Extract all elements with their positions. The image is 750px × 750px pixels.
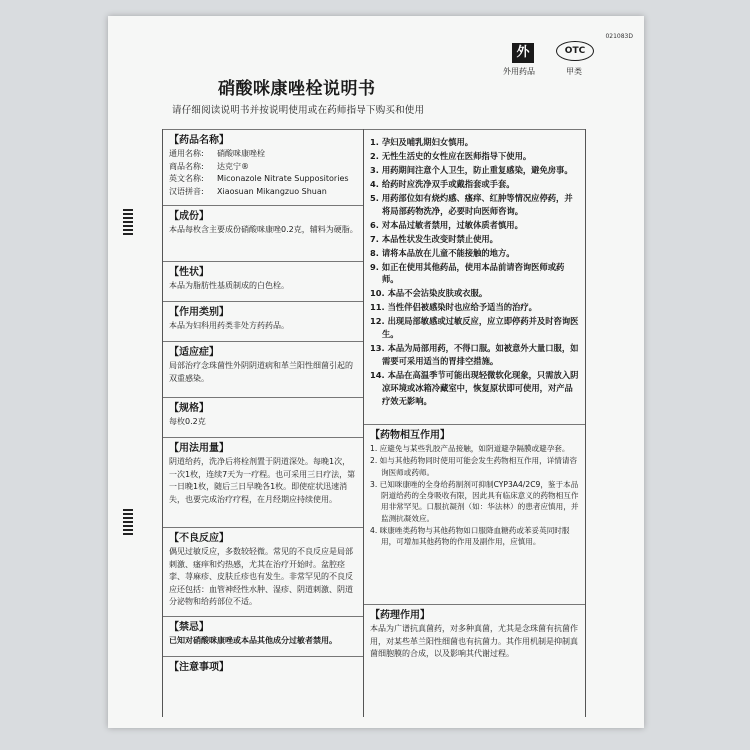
section-rule xyxy=(163,656,363,657)
list-item: 3. 已知咪康唑的全身给药制剂可抑制CYP3A4/2C9，鉴于本品阴道给药的全身吸收有限，因此具有临床意义的药物相互作用非常罕见。口服抗凝剂（如：华法林）的患者应慎用，并监测抗凝效应。 xyxy=(370,479,579,523)
external-use-mark: 外 xyxy=(512,43,534,63)
section-heading: 【药品名称】 xyxy=(169,135,229,146)
leaflet-title: 硝酸咪康唑栓说明书 xyxy=(218,79,376,99)
section-properties xyxy=(169,266,358,293)
section-drug-name xyxy=(169,134,358,198)
list-item: 10. 本品不会沾染皮肤或衣服。 xyxy=(370,288,488,299)
section-indications xyxy=(169,346,358,385)
row-key: 英文名称: xyxy=(169,174,204,183)
section-heading: 【药理作用】 xyxy=(370,610,430,621)
leaflet-sheet xyxy=(108,16,644,728)
section-heading: 【作用类别】 xyxy=(169,307,229,318)
otc-mark: OTC xyxy=(556,41,594,61)
list-item: 5. 用药部位如有烧灼感、瘙痒、红肿等情况应停药，并将局部药物洗净，必要时向医师咨询。 xyxy=(370,192,573,216)
column-top-rule xyxy=(364,129,585,130)
leaflet-subtitle: 请仔细阅读说明书并按说明使用或在药师指导下购买和使用 xyxy=(172,105,425,116)
section-heading: 【性状】 xyxy=(169,267,209,278)
section-rule xyxy=(163,616,363,617)
row-value: 达克宁® xyxy=(217,161,249,171)
section-body: 偶见过敏反应，多数较轻微。常见的不良反应是局部刺激、瘙痒和灼热感，尤其在治疗开始时。盆腔痉挛、荨麻疹、皮肤丘疹也有发生。非常罕见的不良反应还包括：血管神经性水肿、湿疹、阴道刺激、阴道分泌物和给药部位不适。 xyxy=(169,547,353,606)
section-heading: 【不良反应】 xyxy=(169,533,229,544)
section-rule xyxy=(163,205,363,206)
list-item: 11. 当性伴侣被感染时也应给予适当的治疗。 xyxy=(370,302,537,313)
print-code: 021083D xyxy=(605,33,633,40)
section-heading: 【禁忌】 xyxy=(169,622,209,633)
row-value: 硝酸咪康唑栓 xyxy=(217,149,265,158)
external-use-label: 外用药品 xyxy=(503,67,535,76)
section-rule xyxy=(163,261,363,262)
section-interactions xyxy=(370,429,580,549)
section-body: 已知对硝酸咪康唑或本品其他成分过敏者禁用。 xyxy=(169,636,337,645)
section-heading: 【用法用量】 xyxy=(169,443,229,454)
otc-class-label: 甲类 xyxy=(566,67,582,76)
section-body: 每枚0.2克 xyxy=(169,417,206,426)
section-body: 本品为广谱抗真菌药，对多种真菌，尤其是念珠菌有抗菌作用，对某些革兰阳性细菌也有抗菌力。其作用机制是抑制真菌细胞膜的合成，以及影响其代谢过程。 xyxy=(370,624,578,658)
section-rule xyxy=(163,527,363,528)
section-heading: 【规格】 xyxy=(169,403,209,414)
section-body: 局部治疗念珠菌性外阴阴道病和革兰阳性细菌引起的双重感染。 xyxy=(169,361,353,383)
section-adverse xyxy=(169,532,358,609)
section-contraindications xyxy=(169,621,358,648)
section-body: 本品为妇科用药类非处方药药品。 xyxy=(169,321,289,330)
section-category xyxy=(169,306,358,333)
list-item: 1. 孕妇及哺乳期妇女慎用。 xyxy=(370,137,474,147)
left-column xyxy=(162,129,364,717)
section-precautions-list xyxy=(370,136,580,409)
row-key: 通用名称: xyxy=(169,149,204,158)
section-precautions xyxy=(169,661,358,675)
section-heading: 【适应症】 xyxy=(169,347,219,358)
section-rule xyxy=(163,301,363,302)
side-barcode-bottom xyxy=(123,509,133,535)
row-key: 商品名称: xyxy=(169,161,204,171)
section-body: 本品每枚含主要成份硝酸咪康唑0.2克，辅料为硬脂。 xyxy=(169,225,358,234)
section-heading: 【成份】 xyxy=(169,211,209,222)
list-item: 14. 本品在高温季节可能出现轻微软化现象，只需放入阴凉环境或冰箱冷藏室中，恢复原状即可使用，对产品疗效无影响。 xyxy=(370,369,579,406)
right-column xyxy=(364,129,586,717)
list-item: 2. 如与其他药物同时使用可能会发生药物相互作用，详情请咨询医师或药师。 xyxy=(370,456,578,477)
section-rule xyxy=(163,397,363,398)
list-item: 1. 应避免与某些乳胶产品接触，如阴道避孕隔膜或避孕套。 xyxy=(370,444,570,453)
list-item: 6. 对本品过敏者禁用，过敏体质者慎用。 xyxy=(370,219,523,230)
list-item: 12. 出现局部敏感或过敏反应，应立即停药并及时咨询医生。 xyxy=(370,316,579,340)
section-rule xyxy=(163,341,363,342)
section-body: 阴道给药，洗净后将栓剂置于阴道深处。每晚1次，一次1枚，连续7天为一疗程。也可采用三日疗法，第一日晚1枚，随后三日早晚各1枚。即使症状迅速消失，也要完成治疗疗程，在月经期应持续使用。 xyxy=(169,457,356,504)
section-rule xyxy=(364,424,585,425)
list-item: 2. 无性生活史的女性应在医师指导下使用。 xyxy=(370,150,532,161)
row-key: 汉语拼音: xyxy=(169,186,204,196)
section-pharmacology xyxy=(370,609,580,661)
column-top-rule xyxy=(163,129,363,130)
list-item: 13. 本品为局部用药，不得口服。如被意外大量口服，如需要可采用适当的胃排空措施。 xyxy=(370,343,579,366)
section-spec xyxy=(169,402,358,429)
section-dosage xyxy=(169,442,358,506)
section-heading: 【药物相互作用】 xyxy=(370,430,450,441)
row-value: Xiaosuan Mikangzuo Shuan xyxy=(217,186,327,196)
side-barcode-top xyxy=(123,209,133,235)
row-value: Miconazole Nitrate Suppositories xyxy=(217,174,349,183)
list-item: 4. 给药时应洗净双手或戴指套或手套。 xyxy=(370,178,515,189)
list-item: 9. 如正在使用其他药品，使用本品前请咨询医师或药师。 xyxy=(370,261,565,285)
section-heading: 【注意事项】 xyxy=(169,662,229,673)
list-item: 4. 咪康唑类药物与其他药物如口服降血糖药或苯妥英同时服用，可增加其他药物的作用及副作用，应慎用。 xyxy=(370,526,570,547)
section-rule xyxy=(163,437,363,438)
section-body: 本品为脂肪性基质制成的白色栓。 xyxy=(169,281,289,290)
section-rule xyxy=(364,604,585,605)
section-composition xyxy=(169,210,358,237)
list-item: 7. 本品性状发生改变时禁止使用。 xyxy=(370,233,498,244)
list-item: 3. 用药期间注意个人卫生，防止重复感染，避免房事。 xyxy=(370,164,573,175)
list-item: 8. 请将本品放在儿童不能接触的地方。 xyxy=(370,247,515,258)
